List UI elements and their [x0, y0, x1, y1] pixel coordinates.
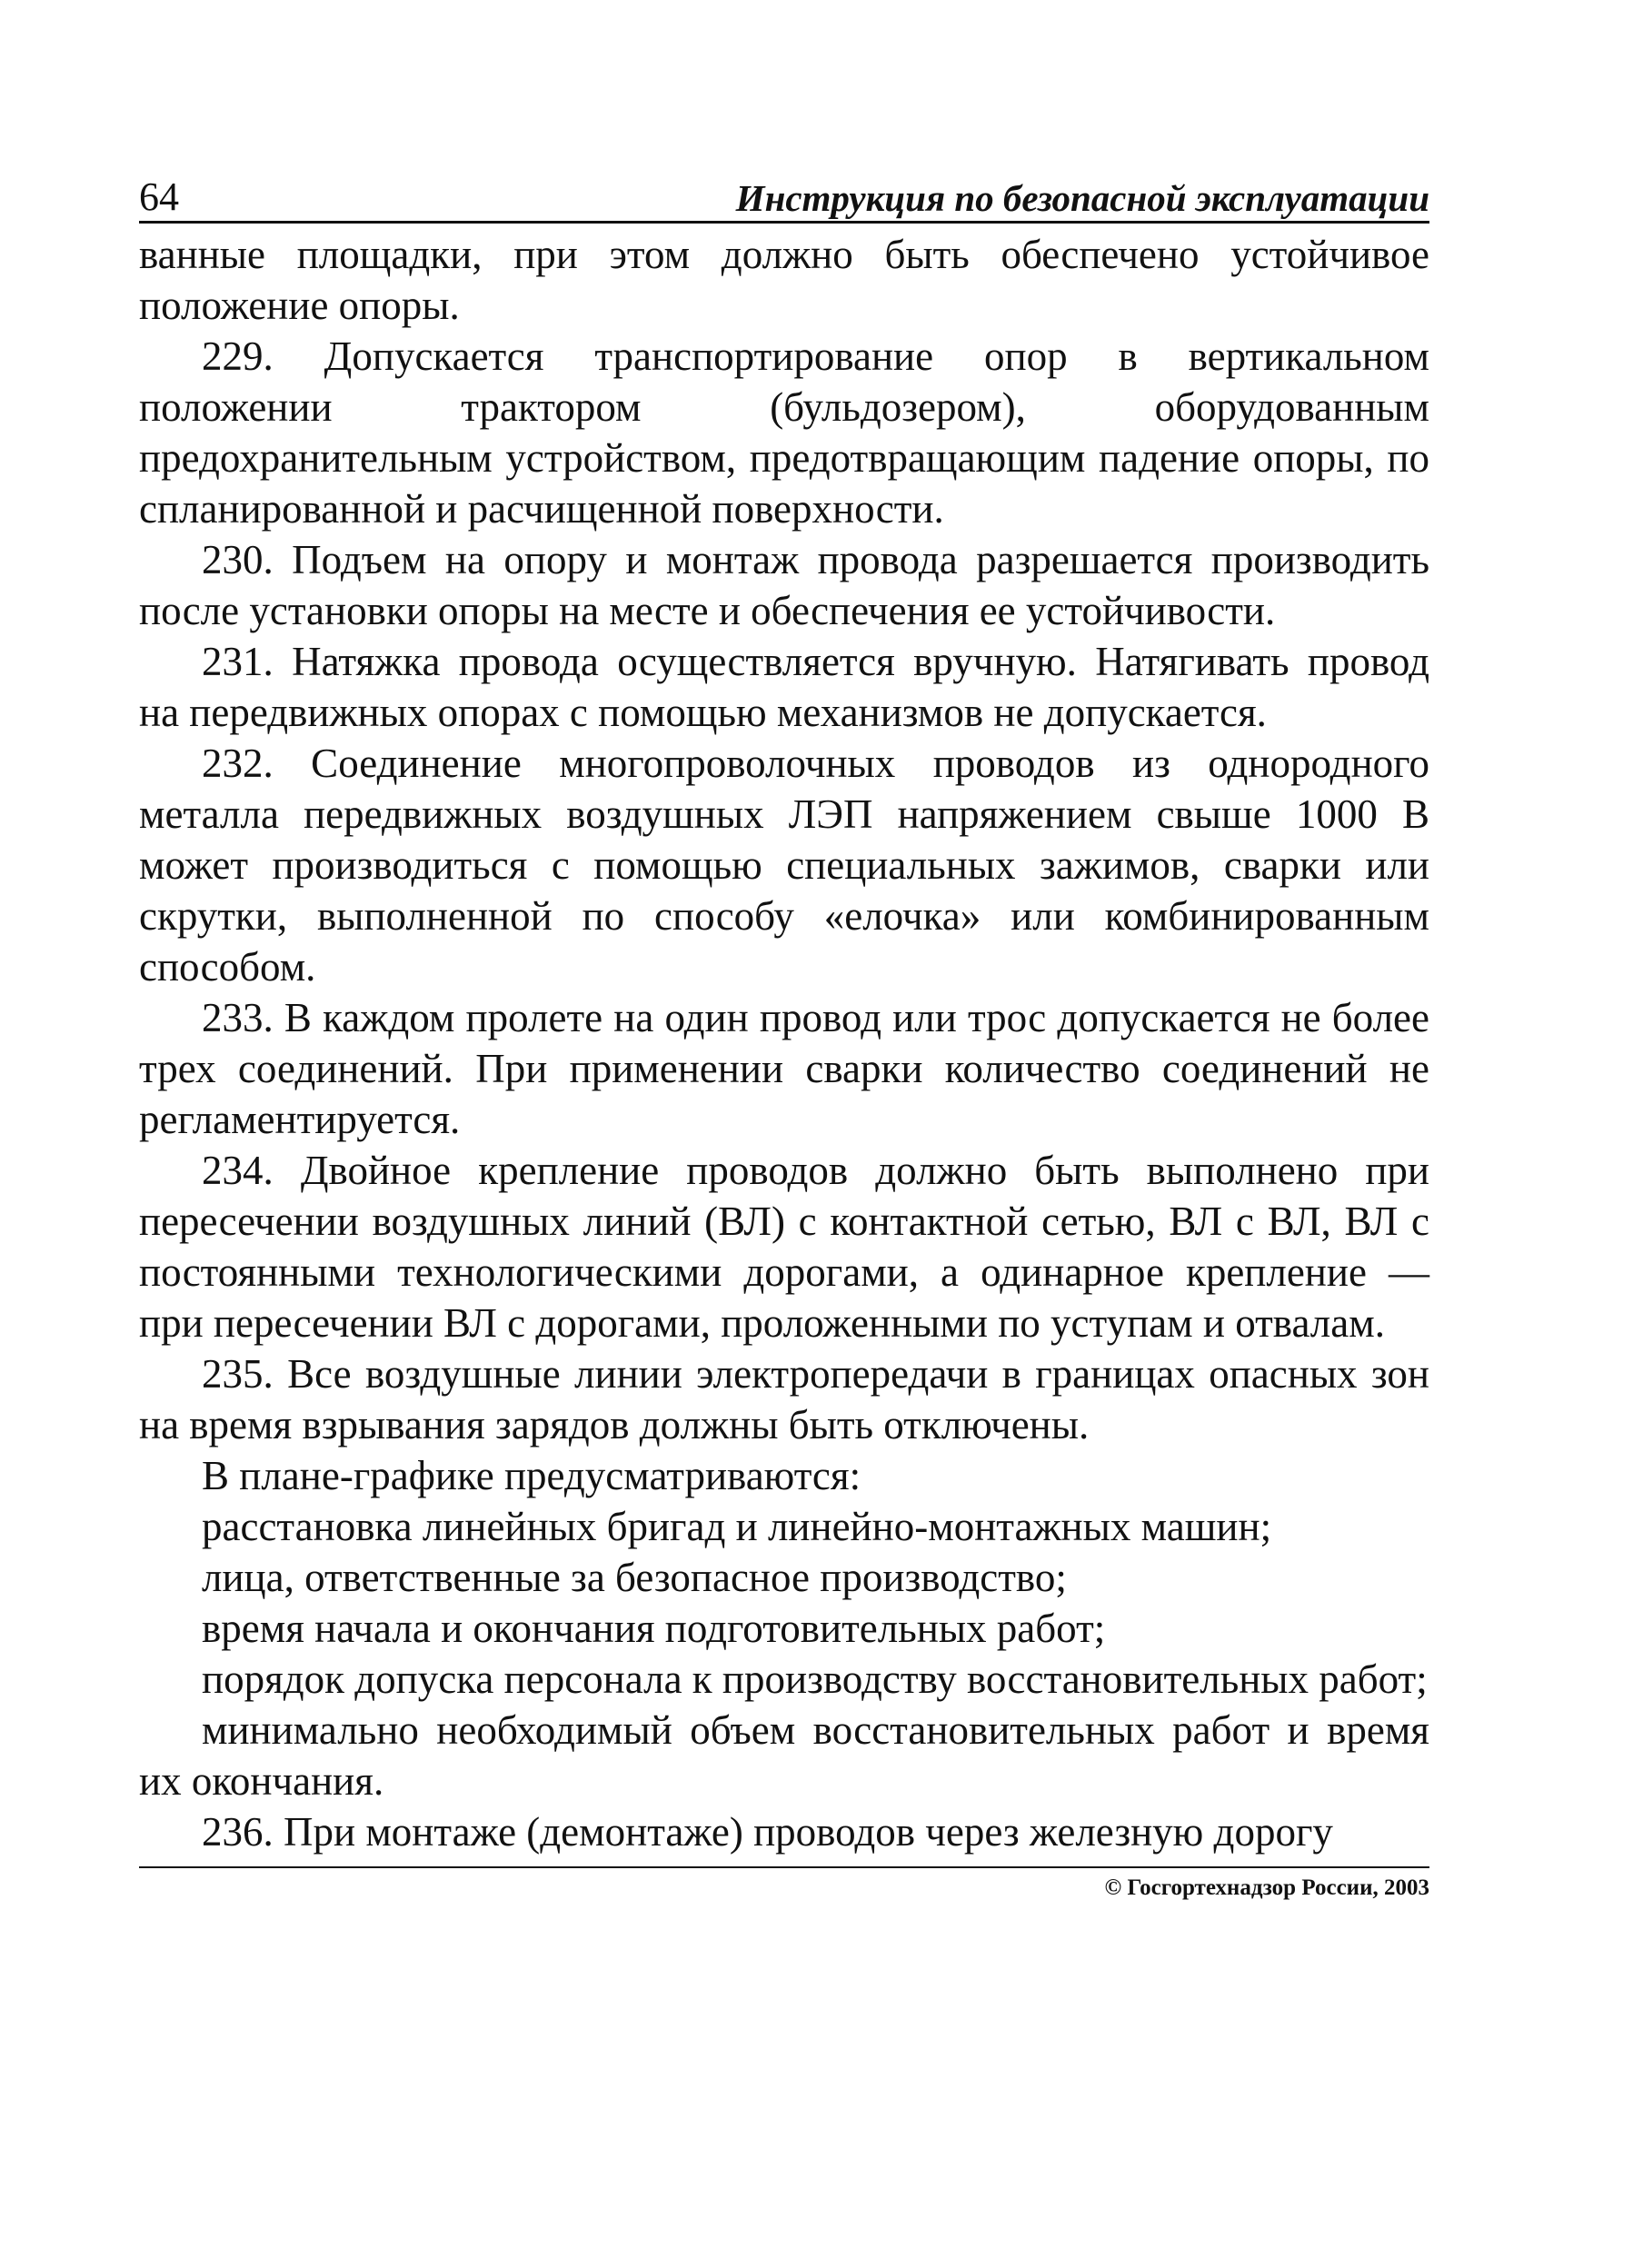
- body-text: [139, 229, 1429, 1857]
- paragraph: 233. В каждом пролете на один провод или трос допускается не более трех соединений. При применении сварки количество соединений не регламентируется.: [139, 995, 1429, 1142]
- paragraph: 231. Натяжка провода осуществляется вручную. Натягивать провод на передвижных опорах с помощью механизмов не допускается.: [139, 639, 1429, 735]
- paragraph: 234. Двойное крепление проводов должно быть выполнено при пересечении воздушных линий (ВЛ) с контактной сетью, ВЛ с ВЛ, ВЛ с постоянными технологическими дорогами, а одинарное крепление — при пересечении ВЛ с дорогами, проложенными по уступам и отвалам.: [139, 1148, 1429, 1346]
- running-title: Инструкция по безопасной эксплуатации: [735, 177, 1429, 219]
- footer-rule: [139, 1866, 1429, 1868]
- copyright-footer: © Госгортехнадзор России, 2003: [1104, 1875, 1429, 1900]
- list-item: расстановка линейных бригад и линейно-монтажных машин;: [202, 1504, 1272, 1549]
- paragraph: 232. Соединение многопроволочных проводов из однородного металла передвижных воздушных ЛЭП напряжением свыше 1000 В может производиться с помощью специальных зажимов, сварки или скрутки, выполненной по способу «елочка» или комбинированным способом.: [139, 741, 1429, 990]
- list-item: порядок допуска персонала к производству восстановительных работ;: [202, 1656, 1428, 1702]
- paragraph: 230. Подъем на опору и монтаж провода разрешается производить после установки опоры на месте и обеспечения ее устойчивости.: [139, 537, 1429, 633]
- paragraph: 236. При монтаже (демонтаже) проводов через железную дорогу: [202, 1809, 1333, 1855]
- document-page: [139, 168, 1429, 1901]
- paragraph: ванные площадки, при этом должно быть обеспечено устойчивое положение опоры.: [139, 232, 1429, 328]
- list-item: минимально необходимый объем восстановительных работ и время их окончания.: [139, 1707, 1429, 1804]
- page-number: 64: [139, 174, 179, 219]
- paragraph: В плане-графике предусматриваются:: [202, 1453, 861, 1498]
- list-item: лица, ответственные за безопасное производство;: [202, 1555, 1067, 1600]
- paragraph: 229. Допускается транспортирование опор в вертикальном положении трактором (бульдозером), оборудованным предохранительным устройством, предотвращающим падение опоры, по спланированной и расчищенной поверхности.: [139, 333, 1429, 532]
- paragraph: 235. Все воздушные линии электропередачи в границах опасных зон на время взрывания зарядов должны быть отключены.: [139, 1351, 1429, 1447]
- page-header: [139, 168, 1429, 224]
- list-item: время начала и окончания подготовительных работ;: [202, 1606, 1106, 1651]
